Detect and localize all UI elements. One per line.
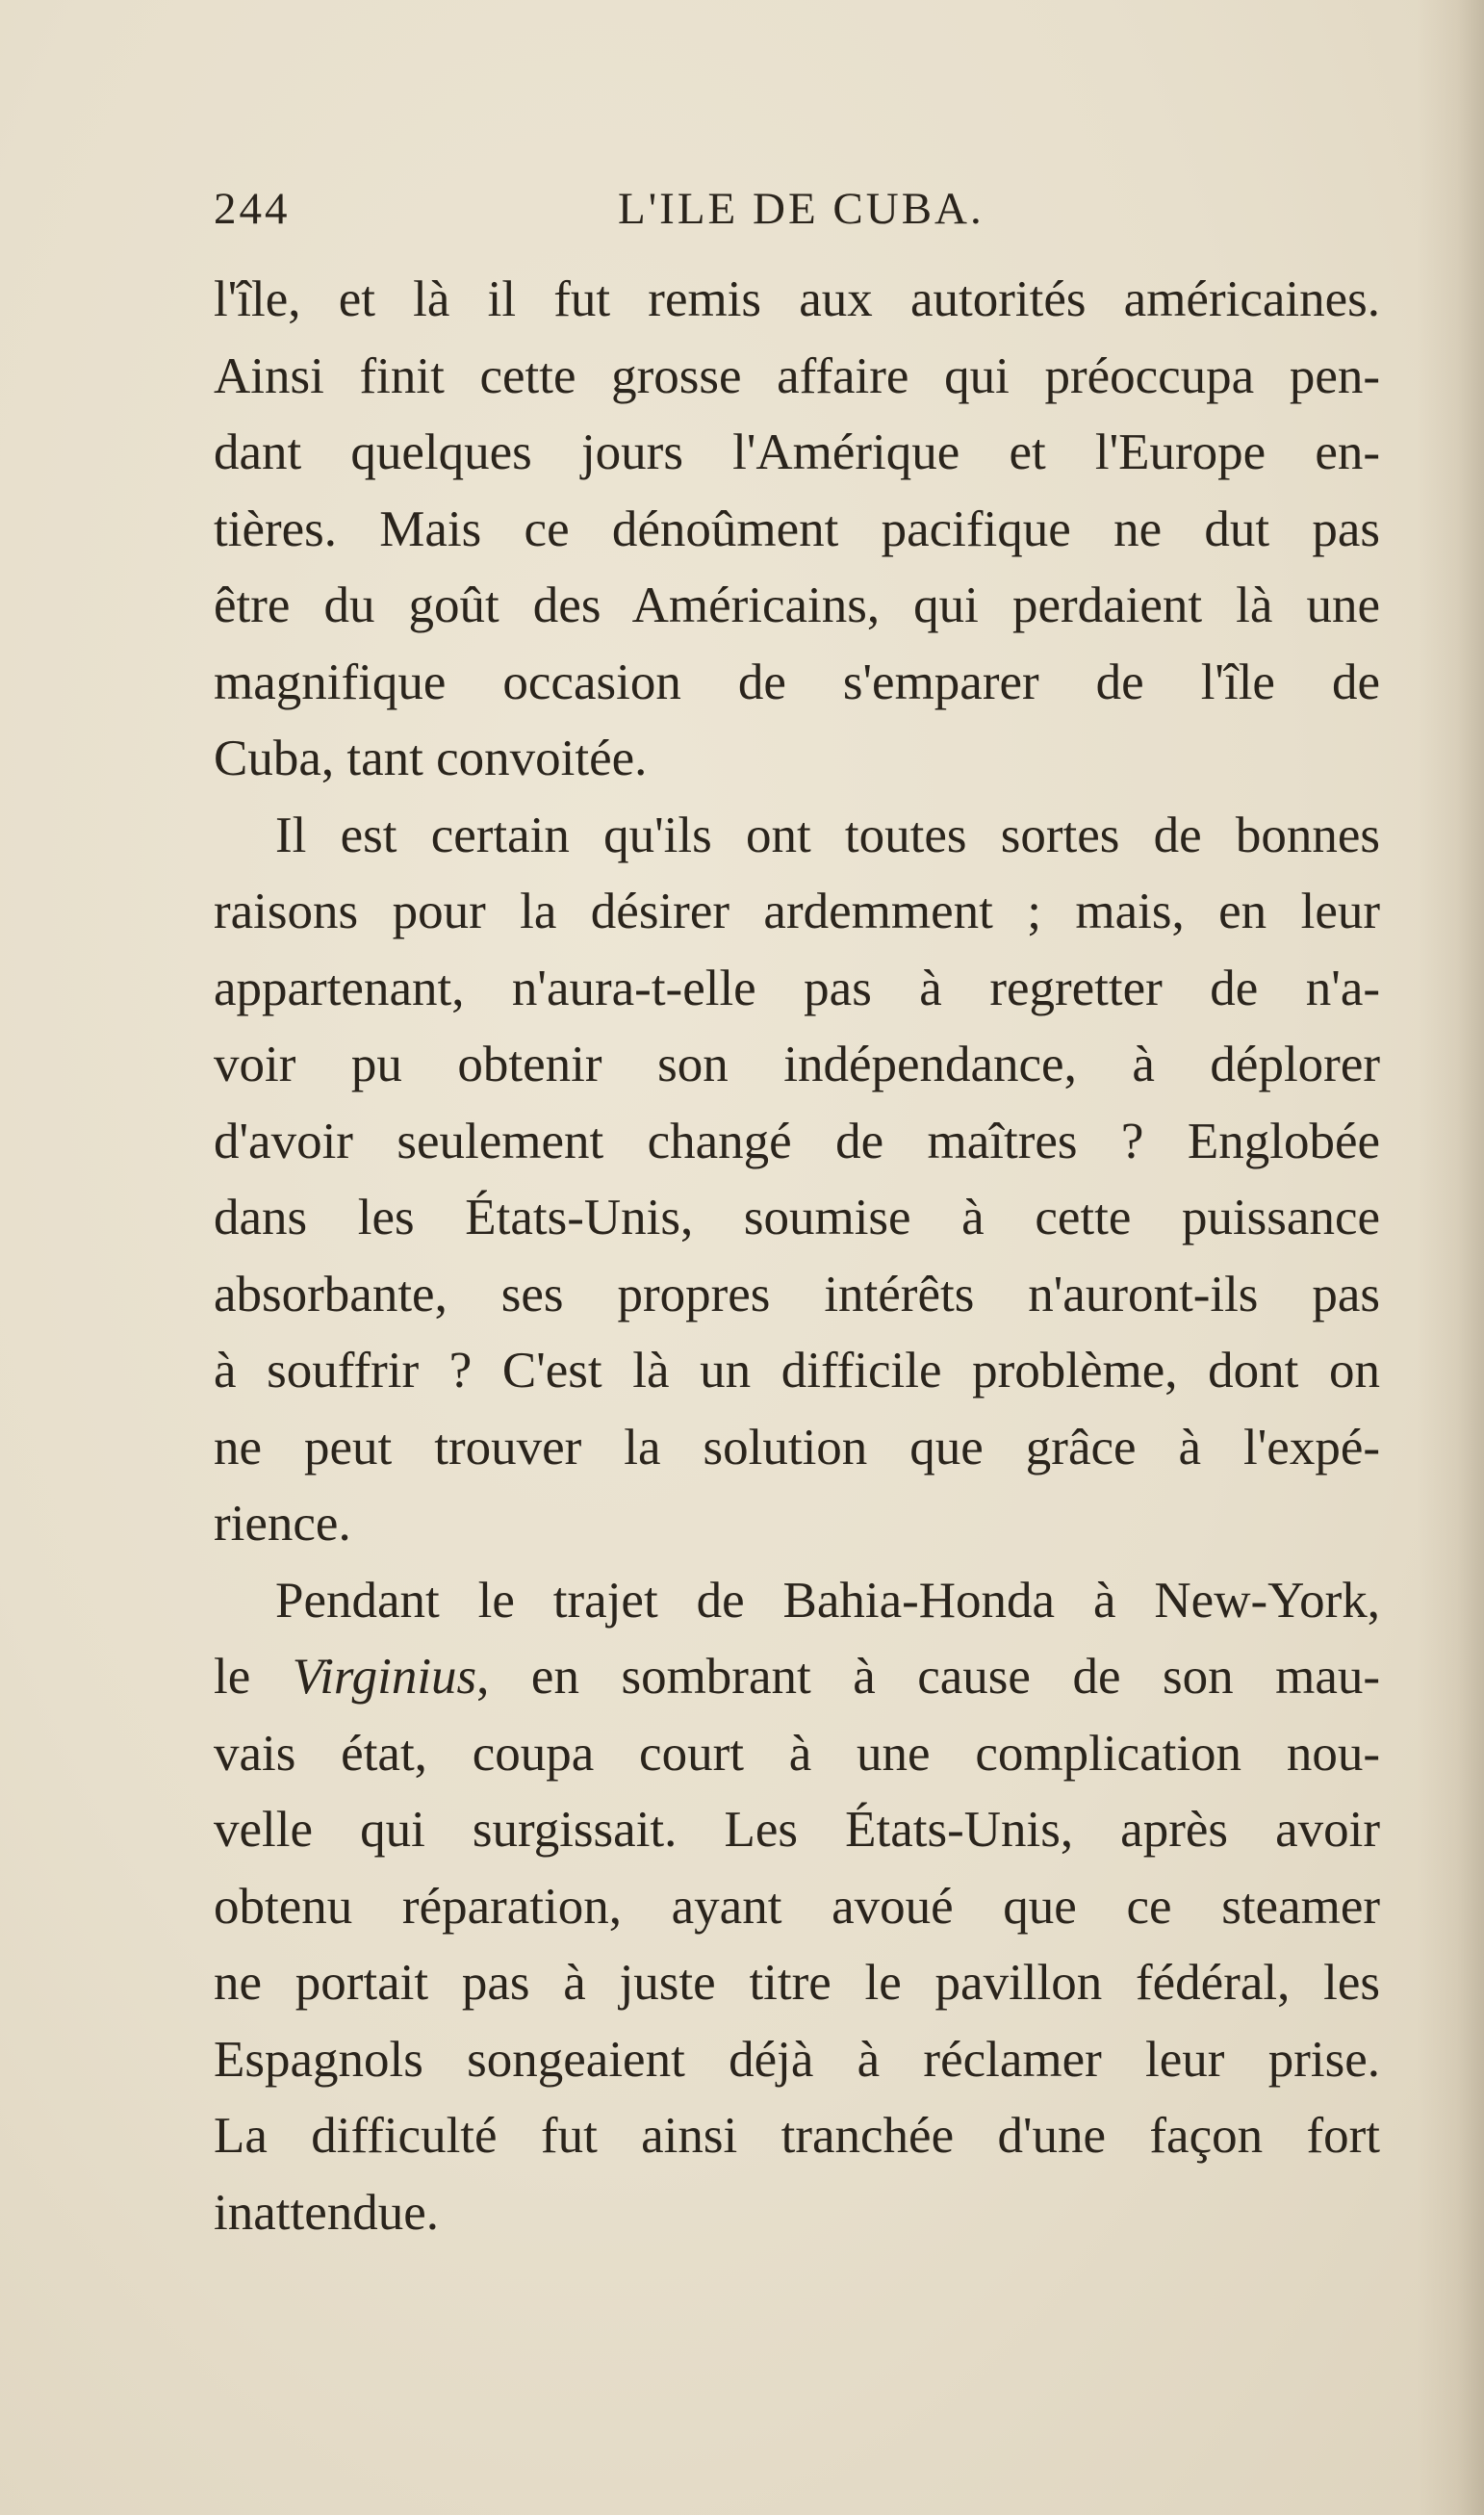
text-line: La difficulté fut ainsi tranchée d'une façon fort bbox=[214, 2108, 1380, 2164]
text-segment: le bbox=[214, 1649, 293, 1705]
text-line: raisons pour la désirer ardemment ; mais, en leur bbox=[214, 884, 1380, 939]
text-line: obtenu réparation, ayant avoué que ce steamer bbox=[214, 1878, 1380, 1935]
text-line: à souffrir ? C'est là un difficile problème, dont on bbox=[214, 1343, 1380, 1399]
text-line: Pendant le trajet de Bahia-Honda à New-York, bbox=[275, 1572, 1380, 1629]
text-line: voir pu obtenir son indépendance, à déplorer bbox=[214, 1037, 1380, 1092]
text-line: rience. bbox=[214, 1496, 351, 1552]
text-line bbox=[214, 1639, 1380, 1716]
page-number: 244 bbox=[214, 184, 291, 234]
text-line: vais état, coupa court à une complication nou- bbox=[214, 1725, 1380, 1782]
text-line: absorbante, ses propres intérêts n'auront-ils pas bbox=[214, 1266, 1380, 1322]
text-line: tières. Mais ce dénoûment pacifique ne dut pas bbox=[214, 500, 1380, 557]
text-line: ne peut trouver la solution que grâce à l'expé- bbox=[214, 1419, 1380, 1476]
text-line: Espagnols songeaient déjà à réclamer leur prise. bbox=[214, 2031, 1380, 2088]
text-line: dans les États-Unis, soumise à cette puissance bbox=[214, 1190, 1380, 1245]
running-title: L'ILE DE CUBA. bbox=[618, 184, 985, 234]
text-line: être du goût des Américains, qui perdaient là une bbox=[214, 577, 1380, 633]
text-line: Cuba, tant convoitée. bbox=[214, 731, 648, 786]
text-line: ne portait pas à juste titre le pavillon fédéral, les bbox=[214, 1955, 1380, 2011]
page-edge-shadow bbox=[1417, 0, 1484, 2515]
text-line: l'île, et là il fut remis aux autorités américaines. bbox=[214, 271, 1380, 327]
text-line: appartenant, n'aura-t-elle pas à regretter de n'a- bbox=[214, 960, 1380, 1016]
body-text bbox=[214, 262, 1380, 2251]
text-line: magnifique occasion de s'emparer de l'île de bbox=[214, 654, 1380, 710]
text-segment: , en sombrant à cause de son mau- bbox=[476, 1649, 1381, 1705]
text-line: velle qui surgissait. Les États-Unis, après avoir bbox=[214, 1802, 1380, 1858]
ship-name: Virginius bbox=[292, 1649, 477, 1705]
text-line: Ainsi finit cette grosse affaire qui préoccupa pen- bbox=[214, 347, 1380, 404]
text-line: inattendue. bbox=[214, 2184, 439, 2241]
text-line: Il est certain qu'ils ont toutes sortes de bonnes bbox=[275, 807, 1380, 863]
text-line: dant quelques jours l'Amérique et l'Europe en- bbox=[214, 424, 1380, 480]
running-header bbox=[214, 183, 1012, 241]
text-line: d'avoir seulement changé de maîtres ? Englobée bbox=[214, 1113, 1380, 1169]
